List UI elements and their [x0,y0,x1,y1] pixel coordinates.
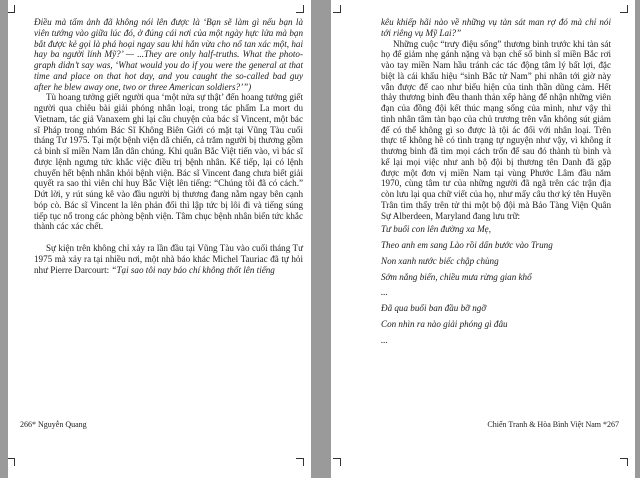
crop-mark [340,5,341,13]
verse-line: Con nhìn ra nào giải phóng gì đâu [381,318,508,329]
left-paragraph-1: Tù hoang tưởng giết người qua ‘một nửa sự thật’ đến hoang tưởng giết người qua chiêu bài giải phóng nhân loại, trong tác phẩm La mort du Vietnam, tác giả Vanaxem ghi lại câu chuyện của bác sĩ Vincent, một bác sĩ Pháp trong nhóm Bác Sĩ Không Biên Giới có mặt tại Vũng Tàu cuối tháng Tư 1975. Tại một bệnh viện dã chiến, cả trăm người bị thương gồm cả binh sĩ miền Nam lẫn dân chúng. Khi quân Bắc Việt tiến vào, vì bác sĩ được lệnh ngưng tức khắc việc điều trị bệnh nhân. Kế tiếp, lại có lệnh chuyển hết bệnh nhân khỏi bệnh viện. Bác sĩ Vincent đang chưa biết giải quyết ra sao thì viên chỉ huy Bắc Việt lên tiếng: “Chúng tôi đã có cách.” Dứt lời, y rút súng kê vào đầu người bị thương đang nằm ngay bên cạnh bóp cò. Bác sĩ Vincent la lên phản đối thì lập tức bị lôi đi và tiếng súng tiếp tục nổ trong các phòng bệnh viện. Tâm chục bệnh nhân biến tức khắc thành các xác chết. [34,92,303,232]
crop-mark [627,5,628,13]
right-page-footer: Chiến Tranh & Hòa Bình Việt Nam *267 [487,420,619,429]
crop-mark [303,5,304,13]
crop-mark [340,458,341,466]
crop-mark [14,458,15,466]
verse-line: Non xanh nước biếc chập chùng [381,255,499,266]
left-paragraph-2-quote: “Tại sao tôi nay báo chí không thốt lên tiếng [111,264,275,275]
page-gutter [311,0,331,478]
verse-line: Tư buổi con lên đường xa Mẹ, [381,224,491,235]
verse-line: Sớm nắng biển, chiều mưa rừng gian khổ [381,271,532,282]
left-page-text [34,17,303,275]
verse-line: Theo anh em sang Lào rồi dấn bước vào Trung [381,240,553,250]
left-page [8,0,311,478]
verse-line: Đã qua buổi ban đầu bỡ ngỡ [381,303,487,313]
left-paragraph-2-text: Sự kiện trên không chỉ xảy ra lần đầu tại Vũng Tàu vào cuối tháng Tư 1975 mà xảy ra tại nhiều nơi, một nhà báo khác Michel Tauriac đã tự hỏi như Pierre Darcourt: [34,243,303,275]
verse-ellipsis: ... [381,287,388,298]
right-page-text [381,17,611,350]
crop-mark [627,458,628,466]
right-page [331,0,635,478]
verse-ellipsis: ... [381,334,388,345]
left-quote-block: Điều mà tấm ảnh đã không nói lên được là ‘Bạn sẽ làm gì nếu bạn là viên tướng vào giữa lúc đó, ở đúng cái nơi của một ngày hực lửa mà bạn bắt được kẻ gọi là phá hoại ngay sau khi hắn vừa cho nổ tan xác một, hai hay ba người lính Mỹ?’ — ...They are only half-truths. What the photo-graph didn’t say was, ‘What would you do if you were the general at that time and place on that hot day, and you caught the so-called bad guy after he blew away one, two or three American soldiers?’”) [34,17,303,92]
right-paragraph-1: Những cuộc “trưy điệu sống” thương binh trước khi tàn sát họ để giảm nhẹ gánh nặng và bạn chế số binh sĩ miền Bắc rơi vào tay miền Nam hầu tránh các tác động tâm lý bất lợi, đặc biệt là cái khẩu hiệu “sinh Bắc tử Nam” phi nhân tới giờ này vẫn được để cao như biểu hiện của tinh thần dũng cảm. Hết thảy thương binh đều thanh thản xếp hàng để nhận những viên đạn của đồng đội kết thúc mạng sống của mình, như vậy thì tình nhân tâm tàn bạo của chủ trương trên vẫn không sút giảm để có thể không gì so được là tội ác đối với nhân loại. Trên thực tế không hề có tình trạng tự nguyện như vậy, vì không ít thương binh đã tìm mọi cách trốn để sau đó thành tù binh và kể lại mọi việc như anh bộ đội bị thương tên Danh đã gặp được một đơn vị miền Nam tại vùng Phước Lâm đầu năm 1970, cùng tâm tư của những người đã ngã trên các trận địa còn lưu lại qua chữ viết của họ, như mấy câu thơ ký tên Huyền Trân tìm thấy trên tử thi một bộ đội mà Bảo Tàng Viện Quân Sự Alberdeen, Maryland đang lưu trữ: [381,38,611,221]
crop-mark [14,5,15,13]
right-quote-continuation: kêu khiếp hãi nào về những vụ tàn sát man rợ đó mà chỉ nói tới riêng vụ Mỹ Lai?” [381,17,611,38]
left-paragraph-2 [34,243,303,275]
left-page-footer: 266* Nguyễn Quang [20,420,87,429]
poem-verses [381,224,611,345]
crop-mark [303,458,304,466]
